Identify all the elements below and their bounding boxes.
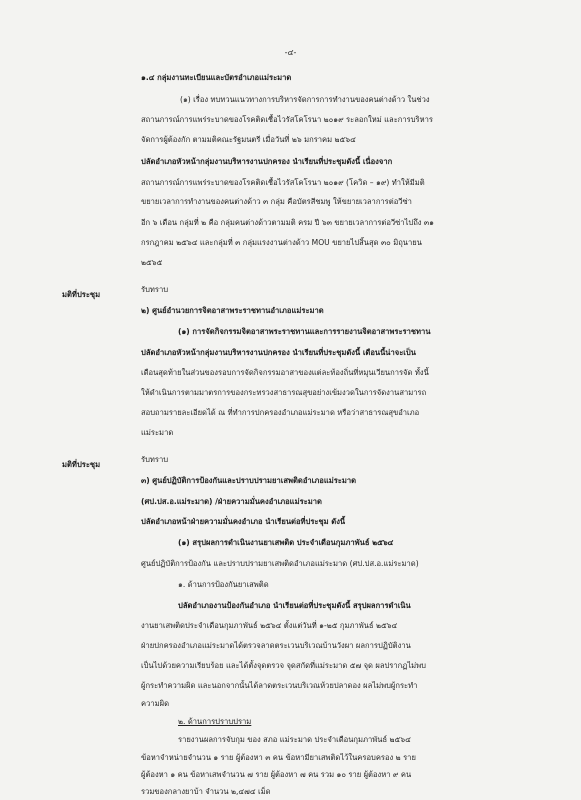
body-line: แม่ระมาด <box>141 428 174 437</box>
body-line: สอบถามรายละเอียดได้ ณ ที่ทำการปกครองอำเภอแม่ระมาด หรือว่าสาธารณสุขอำเภอ <box>141 408 420 417</box>
body-line: สถานการณ์การแพร่ระบาดของโรคติดเชื้อไวรัสโคโรนา ๒๐๑๙ ระลอกใหม่ และการบริหาร <box>141 115 433 124</box>
resolution-acknowledged: รับทราบ <box>141 455 169 464</box>
speaker-line: ปลัดอำเภองานป้องกันอำเภอ นำเรียนต่อที่ประชุมดังนี้ สรุปผลการดำเนิน <box>178 601 411 610</box>
heading-drug-center-cont: (ศป.ปส.อ.แม่ระมาด) /ฝ่ายความมั่นคงอำเภอแม่ระมาด <box>141 497 322 506</box>
subheading-volunteer-activity: (๑) การจัดกิจกรรมจิตอาสาพระราชทานและการรายงานจิตอาสาพระราชทาน <box>178 327 431 336</box>
body-line: งานยาเสพติดประจำเดือนกุมภาพันธ์ ๒๕๖๔ ตั้งแต่วันที่ ๑-๒๕ กุมภาพันธ์ ๒๕๖๔ <box>141 621 398 630</box>
resolution-label: มติที่ประชุม <box>62 290 101 299</box>
body-line: ผู้ต้องหา ๑ คน ข้อหาเสพจำนวน ๗ ราย ผู้ต้องหา ๗ คน รวม ๑๐ ราย ผู้ต้องหา ๙ คน <box>141 770 412 779</box>
body-line: เดือนสุดท้ายในส่วนของรอบการจัดกิจกรรมอาสาของแต่ละท้องถิ่นที่หมุนเวียนการจัด ทั้งนี้ <box>141 368 429 377</box>
body-line: ข้อหาจำหน่ายจำนวน ๑ ราย ผู้ต้องหา ๓ คน ข้อหามียาเสพติดไว้ในครอบครอง ๒ ราย <box>141 753 416 762</box>
subheading-prevention: ๑. ด้านการป้องกันยาเสพติด <box>178 580 269 589</box>
body-line: กรกฎาคม ๒๕๖๔ และกลุ่มที่ ๓ กลุ่มแรงงานต่างด้าว MOU ขยายไปสิ้นสุด ๓๐ มิถุนายน <box>141 238 422 247</box>
body-line: อีก ๖ เดือน กลุ่มที่ ๒ คือ กลุ่มคนต่างด้าวตามมติ ครม ปี ๖๓ ขยายเวลาการต่อวีซ่าไปถึง ๓๑ <box>141 218 434 227</box>
page-number: -๔- <box>284 48 297 57</box>
speaker-line: ปลัดอำเภอหัวหน้ากลุ่มงานบริหารงานปกครอง นำเรียนที่ประชุมดังนี้ เดือนนี้น่าจะเป็น <box>141 348 416 357</box>
body-line: ขยายเวลาการทำงานของคนต่างด้าว ๓ กลุ่ม คือบัตรสีชมพู ให้ขยายเวลาการต่อวีซ่า <box>141 197 412 206</box>
subheading-drug-summary: (๑) สรุปผลการดำเนินงานยาเสพติด ประจำเดือนกุมภาพันธ์ ๒๕๖๔ <box>178 538 394 547</box>
body-line: ให้ดำเนินการตามมาตรการของกระทรวงสาธารณสุขอย่างเข้มงวดในการจัดงานสามารถ <box>141 388 427 397</box>
body-line: เป็นไปด้วยความเรียบร้อย และได้ตั้งจุดตรวจ จุดสกัดที่แม่ระมาด ๕๗ จุด ผลปรากฏไม่พบ <box>141 661 426 670</box>
body-line: ฝ่ายปกครองอำเภอแม่ระมาดได้ตรวจลาดตระเวนบริเวณบ้านวังผา ผลการปฏิบัติงาน <box>141 641 411 650</box>
body-line: ความผิด <box>141 699 169 708</box>
body-line: ศูนย์ปฏิบัติการป้องกัน และปราบปรามยาเสพติดอำเภอแม่ระมาด (ศป.ปส.อ.แม่ระมาด) <box>141 559 419 568</box>
subheading-suppression: ๒. ด้านการปราบปราม <box>178 717 252 726</box>
heading-volunteer-center: ๒) ศูนย์อำนวยการจิตอาสาพระราชทานอำเภอแม่ระมาด <box>141 306 324 315</box>
body-line: (๑) เรื่อง ทบทวนแนวทางการบริหารจัดการการทำงานของคนต่างด้าว ในช่วง <box>180 95 430 104</box>
resolution-label: มติที่ประชุม <box>62 460 101 469</box>
body-line: รวมของกลางยาบ้า จำนวน ๒,๔๗๔ เม็ด <box>141 787 271 796</box>
body-line: รายงานผลการจับกุม ของ สภอ แม่ระมาด ประจำเดือนกุมภาพันธ์ ๒๕๖๔ <box>178 735 411 744</box>
body-line: จัดการผู้ต้องกัก ตามมติคณะรัฐมนตรี เมื่อวันที่ ๒๖ มกราคม ๒๕๖๔ <box>141 135 356 144</box>
speaker-line: ปลัดอำเภอหน้าฝ่ายความมั่นคงอำเภอ นำเรียนต่อที่ประชุม ดังนี้ <box>141 517 346 526</box>
heading-drug-center: ๓) ศูนย์ปฏิบัติการป้องกันและปราบปรามยาเสพติดอำเภอแม่ระมาด <box>141 476 357 485</box>
speaker-line: ปลัดอำเภอหัวหน้ากลุ่มงานบริหารงานปกครอง นำเรียนที่ประชุมดังนี้ เนื่องจาก <box>141 157 393 166</box>
body-line: ผู้กระทำความผิด และนอกจากนั้นได้ลาดตระเวนบริเวณห้วยปลาดอง ผลไม่พบผู้กระทำ <box>141 681 418 690</box>
heading-registration-group: ๑.๔ กลุ่มงานทะเบียนและบัตรอำเภอแม่ระมาด <box>141 73 292 82</box>
resolution-acknowledged: รับทราบ <box>141 285 169 294</box>
body-line: ๒๕๖๕ <box>141 258 163 267</box>
body-line: สถานการณ์การแพร่ระบาดของโรคติดเชื้อไวรัสโคโรนา ๒๐๑๙ (โควิด – ๑๙) ทำให้มีมติ <box>141 178 425 187</box>
